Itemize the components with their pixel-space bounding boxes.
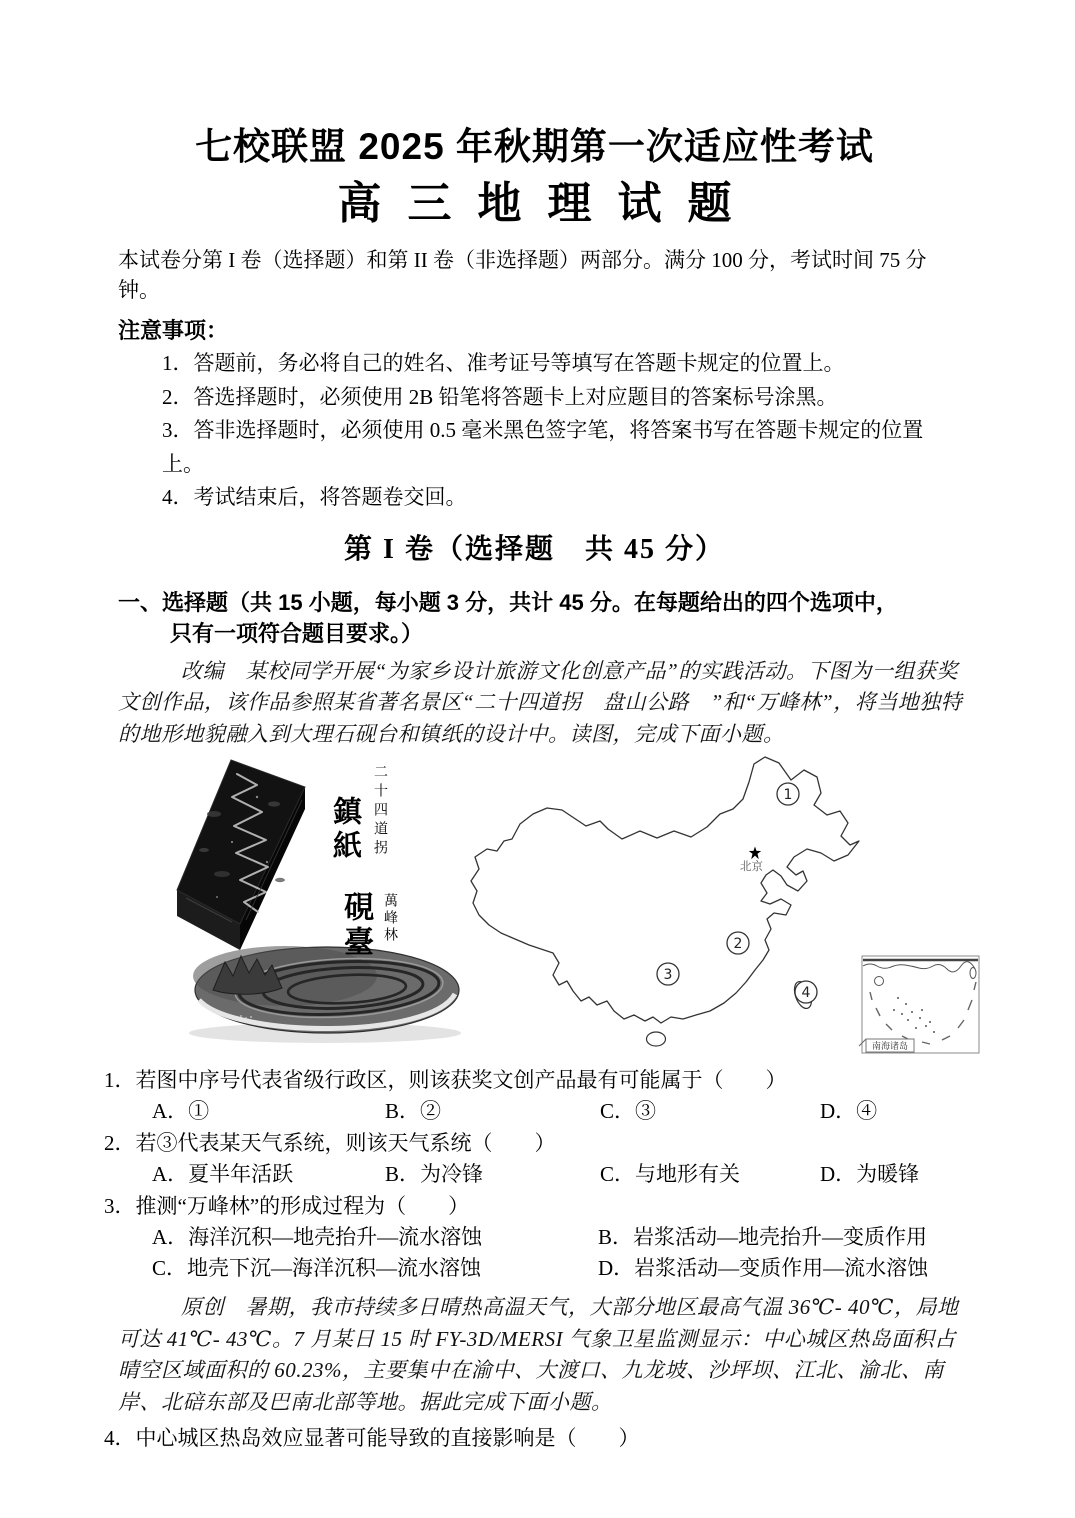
question-3-options-row2 <box>152 1253 965 1284</box>
map-marker-3 <box>657 963 679 985</box>
capital-label: 北京 <box>740 861 763 874</box>
notice-item: 1．答题前，务必将自己的姓名、准考证号等填写在答题卡规定的位置上。 <box>162 351 845 376</box>
option-a: A．海洋沉积—地壳抬升—流水溶蚀 <box>152 1225 483 1250</box>
option-a: A．夏半年活跃 <box>152 1162 294 1187</box>
hainan-island <box>647 1032 666 1046</box>
passage-1: 改编 某校同学开展“为家乡设计旅游文化创意产品”的实践活动。下图为一组获奖文创作品，该作品参照某省著名景区“二十四道拐 盘山公路 ”和“万峰林”，将当地独特的地形地貌融入到大理石砚台和镇纸的设计中。读图，完成下面小题。 <box>118 658 963 746</box>
svg-text:2: 2 <box>733 936 743 953</box>
question-3 <box>104 1191 965 1222</box>
passage-2: 原创 暑期，我市持续多日晴热高温天气，大部分地区最高气温 36℃- 40℃，局地可达 41℃- 43℃。7 月某日 15 时 FY-3D/MERSI 气象卫星监测显示：中心城区热岛面积占晴空区域面积的 60.23%，主要集中在渝中、大渡口、九龙坡、沙坪坝、江北、渝北、南岸、北碚东部及巴南北部等地。据此完成下面小题。 <box>118 1295 959 1414</box>
paperweight-caption-big: 鎮紙 <box>329 796 361 865</box>
notice-heading: 注意事项： <box>118 318 229 344</box>
notice-item: 3．答非选择题时，必须使用 0.5 毫米黑色签字笔，将答案书写在答题卡规定的位置上。 <box>162 418 924 476</box>
map-marker-1 <box>777 783 799 805</box>
paperweight-image <box>162 752 462 957</box>
inset-label: 南海诸岛 <box>871 1041 909 1052</box>
instruction-line2: 只有一项符合题目要求。） <box>170 620 424 646</box>
option-b: B．为冷锋 <box>385 1162 484 1187</box>
exam-subtitle: 高三地理试题 <box>337 178 758 228</box>
option-d: D．岩浆活动—变质作用—流水溶蚀 <box>598 1256 929 1281</box>
question-1-options <box>152 1096 965 1127</box>
question-4 <box>104 1423 965 1454</box>
option-d: D．为暖锋 <box>820 1162 920 1187</box>
option-d: D．④ <box>820 1099 878 1124</box>
question-number: 3． <box>104 1194 136 1219</box>
part1-title: 第 I 卷（选择题 共 45 分） <box>344 533 725 565</box>
question-stem: 中心城区热岛效应显著可能导致的直接影响是（ ） <box>135 1426 640 1451</box>
inkstone-image <box>185 936 475 1048</box>
figure-group <box>104 752 965 1064</box>
inkstone-caption-big: 硯臺 <box>339 891 372 962</box>
option-c: C．③ <box>600 1099 657 1124</box>
question-number: 2． <box>104 1131 136 1156</box>
section-instruction <box>104 587 965 649</box>
question-stem: 若图中序号代表省级行政区，则该获奖文创产品最有可能属于（ ） <box>135 1068 787 1093</box>
exam-intro: 本试卷分第 I 卷（选择题）和第 II 卷（非选择题）两部分。满分 100 分，考试时间 75 分钟。 <box>118 248 927 303</box>
exam-title: 七校联盟 2025 年秋期第一次适应性考试 <box>195 126 874 167</box>
svg-text:1: 1 <box>783 787 793 804</box>
china-map <box>450 752 985 1064</box>
map-marker-2 <box>727 932 749 954</box>
option-b: B．岩浆活动—地壳抬升—变质作用 <box>598 1225 928 1250</box>
option-a: A．① <box>152 1099 210 1124</box>
notice-item: 2．答选择题时，必须使用 2B 铅笔将答题卡上对应题目的答案标号涂黑。 <box>162 384 838 409</box>
instruction-line1: 一、选择题（共 15 小题，每小题 3 分，共计 45 分。在每题给出的四个选项中， <box>118 589 898 615</box>
option-c: C．与地形有关 <box>600 1162 741 1187</box>
svg-text:3: 3 <box>663 967 673 984</box>
south-china-sea-inset <box>859 956 979 1053</box>
question-1 <box>104 1065 965 1096</box>
question-number: 1． <box>104 1068 136 1093</box>
svg-text:4: 4 <box>801 985 811 1002</box>
paperweight-caption-small: 二十四道拐 <box>372 764 387 860</box>
notice-item: 4．考试结束后，将答题卷交回。 <box>162 485 467 510</box>
question-number: 4． <box>104 1426 136 1451</box>
question-stem: 推测“万峰林”的形成过程为（ ） <box>135 1194 470 1219</box>
map-marker-4 <box>795 981 817 1003</box>
question-2 <box>104 1128 965 1159</box>
option-b: B．② <box>385 1099 442 1124</box>
question-3-options-row1 <box>152 1222 965 1253</box>
question-2-options <box>152 1159 965 1190</box>
option-c: C．地壳下沉—海洋沉积—流水溶蚀 <box>152 1256 482 1281</box>
inkstone-caption-small: 萬峰林 <box>382 893 397 945</box>
question-stem: 若③代表某天气系统，则该天气系统（ ） <box>135 1131 556 1156</box>
